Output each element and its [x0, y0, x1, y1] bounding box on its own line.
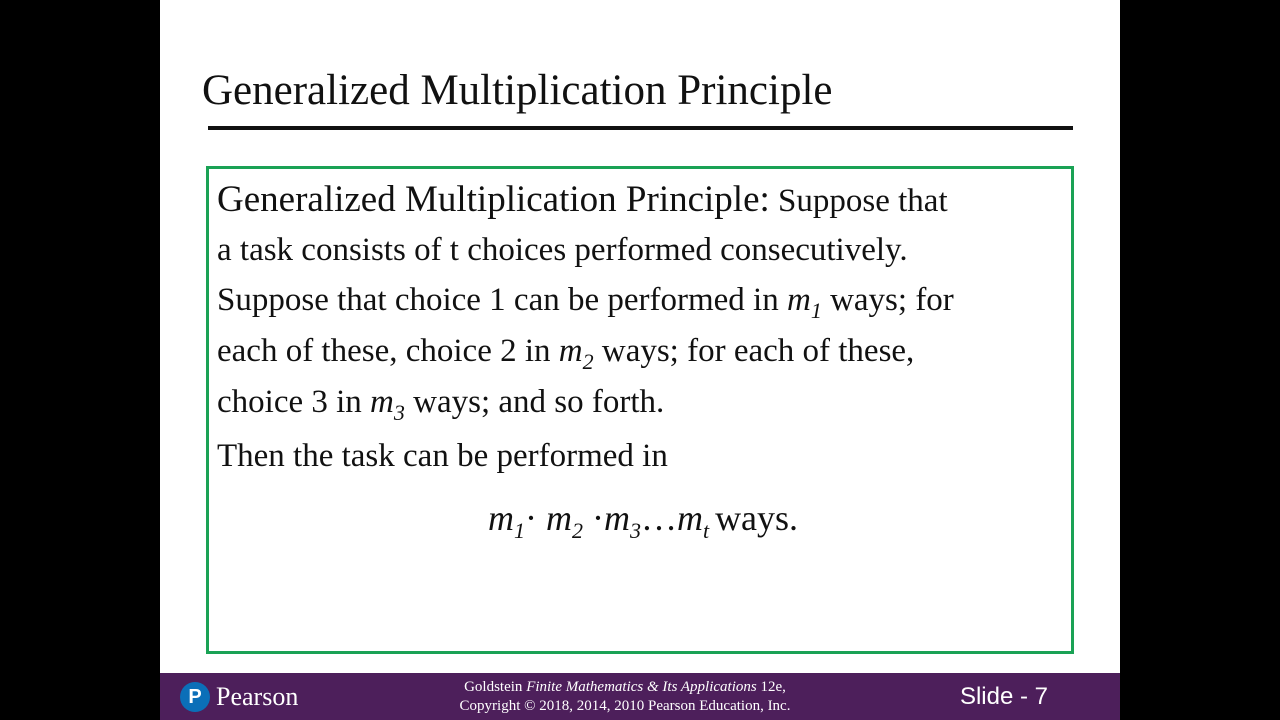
- slide-number: Slide - 7: [959, 683, 1048, 710]
- slide: [160, 0, 1120, 720]
- pearson-p-icon: P: [180, 682, 210, 712]
- line5-text: choice 3 in: [217, 384, 371, 420]
- line3-text: Suppose that choice 1 can be performed in: [217, 282, 787, 318]
- slide-title: Generalized Multiplication Principle: [202, 67, 833, 114]
- title-underline: [208, 126, 1073, 130]
- product-formula: $m_1\cdot m_2$ $\cdot m_3\dots m_t$ ways.: [487, 498, 799, 543]
- slide-footer: [160, 673, 1120, 720]
- definition-line-3: [217, 280, 954, 323]
- line4-text-end: ways; for each of these,: [593, 333, 915, 369]
- definition-line-1: [217, 180, 948, 221]
- m3-variable: $m_3$: [370, 384, 405, 425]
- m2-variable: $m_2$: [558, 333, 594, 374]
- definition-line-5: [217, 382, 665, 425]
- definition-start: Suppose that: [769, 183, 948, 219]
- line4-text: each of these, choice 2 in: [217, 333, 559, 369]
- pearson-logo: [180, 681, 298, 713]
- definition-term: Generalized Multiplication Principle:: [217, 179, 770, 220]
- m1-variable: $m_1$: [786, 282, 822, 323]
- definition-line-4: [217, 331, 915, 374]
- pearson-wordmark: Pearson: [216, 682, 299, 711]
- line5-text-end: ways; and so forth.: [404, 384, 665, 420]
- definition-line-2: a task consists of t choices performed consecutively.: [217, 232, 908, 268]
- copyright-credit: Goldstein Finite Mathematics & Its Applications 12e, Copyright © 2018, 2014, 2010 Pearson Education, Inc.: [459, 679, 791, 714]
- line3-text-end: ways; for: [821, 282, 954, 318]
- definition-line-6: Then the task can be performed in: [217, 438, 668, 474]
